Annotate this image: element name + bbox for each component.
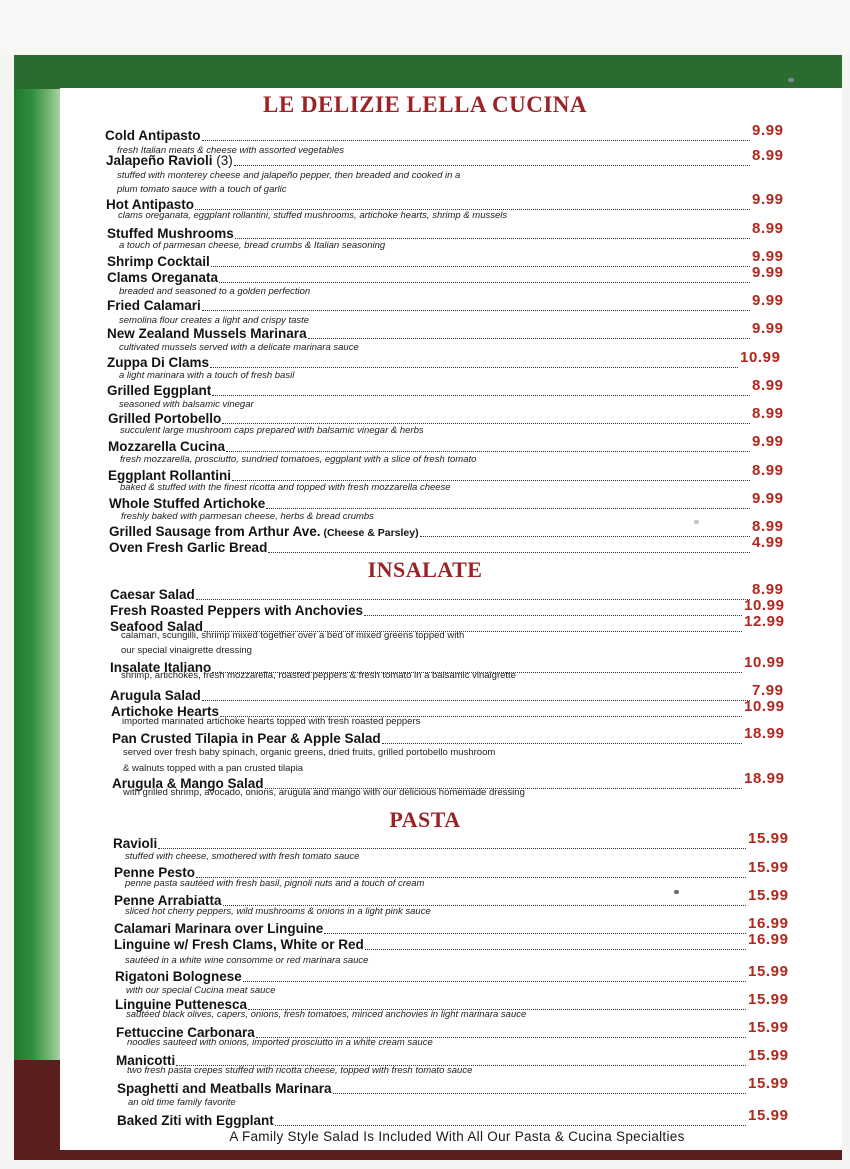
menu-item-name-text: Arugula & Mango Salad	[112, 776, 264, 791]
menu-item-name-text: Ravioli	[113, 836, 158, 851]
menu-item-name-text: Clams Oreganata	[107, 270, 219, 285]
menu-item-description: a light marinara with a touch of fresh basil	[119, 370, 295, 381]
menu-item-price: 9.99	[752, 122, 784, 139]
menu-item-description: a touch of parmesan cheese, bread crumbs & Italian seasoning	[119, 240, 386, 251]
menu-item-name-text: Zuppa Di Clams	[107, 355, 210, 370]
menu-item-name	[113, 836, 157, 851]
menu-item-name-text: Linguine w/ Fresh Clams, White or Red	[114, 937, 364, 952]
menu-item-name-text: Whole Stuffed Artichoke	[109, 496, 266, 511]
menu-item-name-text: Grilled Sausage from Arthur Ave.	[109, 524, 321, 539]
scan-speck	[674, 890, 679, 894]
menu-item-name	[117, 1113, 274, 1128]
menu-item-name-text: Fresh Roasted Peppers with Anchovies	[110, 603, 364, 618]
menu-item-description: two fresh pasta crepes stuffed with ricotta cheese, topped with fresh tomato sauce	[127, 1065, 473, 1076]
leader-dots	[268, 552, 750, 553]
menu-item-price: 15.99	[748, 859, 789, 876]
leader-dots	[275, 1125, 746, 1126]
section-heading: INSALATE	[367, 557, 483, 582]
menu-item-price: 18.99	[744, 770, 785, 787]
menu-item-name-text: Caesar Salad	[110, 587, 195, 602]
menu-item-description: freshly baked with parmesan cheese, herbs & bread crumbs	[121, 511, 374, 522]
menu-item-price: 9.99	[752, 433, 784, 450]
menu-item	[109, 534, 850, 558]
menu-item-description: breaded and seasoned to a golden perfection	[119, 286, 311, 297]
menu-item-name	[110, 603, 363, 618]
leader-dots	[308, 338, 750, 339]
menu-item-description: sautéed black olives, capers, onions, fresh tomatoes, minced anchovies in light marinara sauce	[126, 1009, 527, 1020]
leader-dots	[202, 140, 751, 141]
menu-item-description: our special vinaigrette dressing	[121, 645, 252, 656]
menu-item-name	[108, 439, 225, 454]
menu-item-price: 15.99	[748, 887, 789, 904]
menu-item-name-text: Eggplant Rollantini	[108, 468, 231, 483]
leader-dots	[158, 848, 746, 849]
menu-item-name-text: Shrimp Cocktail	[107, 254, 210, 269]
menu-item-description: shrimp, artichokes, fresh mozzarella, roasted peppers & fresh tomato in a balsamic vinaigrette	[121, 670, 516, 681]
menu-item-name	[107, 355, 209, 370]
menu-item-name-text: Cold Antipasto	[105, 128, 201, 143]
menu-item-name	[106, 153, 233, 168]
menu-item-name-text: Fried Calamari	[107, 298, 201, 313]
leader-dots	[235, 238, 750, 239]
menu-item-name-text: New Zealand Mussels Marinara	[107, 326, 307, 341]
menu-item-description: plum tomato sauce with a touch of garlic	[117, 184, 287, 195]
leader-dots	[232, 480, 750, 481]
menu-item-description: stuffed with monterey cheese and jalapeño pepper, then breaded and cooked in a	[117, 170, 461, 181]
menu-item-price: 9.99	[752, 292, 784, 309]
leader-dots	[266, 508, 750, 509]
menu-item-description: cultivated mussels served with a delicate marinara sauce	[119, 342, 359, 353]
menu-item-name-text: Manicotti	[116, 1053, 176, 1068]
menu-item-price: 8.99	[752, 377, 784, 394]
leader-dots	[333, 1093, 746, 1094]
menu-item-price: 7.99	[752, 682, 784, 699]
menu-item-price: 15.99	[748, 991, 789, 1008]
menu-item-description: with grilled shrimp, avocado, onions, arugula and mango with our delicious homemade dressing	[123, 787, 525, 798]
menu-item-name	[109, 540, 267, 555]
menu-item-name-text: Baked Ziti with Eggplant	[117, 1113, 274, 1128]
menu-item-price: 10.99	[740, 349, 781, 366]
menu-item-name-text: Oven Fresh Garlic Bread	[109, 540, 268, 555]
menu-item-price: 15.99	[748, 1047, 789, 1064]
leader-dots	[222, 423, 750, 424]
menu-item-name-text: Artichoke Hearts	[111, 704, 220, 719]
leader-dots	[202, 310, 750, 311]
menu-item-name	[107, 326, 307, 341]
menu-item-name	[107, 254, 210, 269]
menu-item-name-text: Spaghetti and Meatballs Marinara	[117, 1081, 332, 1096]
page-top-margin	[0, 0, 850, 55]
menu-item-name	[110, 587, 195, 602]
menu-item-name	[107, 226, 234, 241]
menu-item-name-text: Penne Arrabiatta	[114, 893, 222, 908]
leader-dots	[324, 933, 746, 934]
menu-item-name-text: Seafood Salad	[110, 619, 204, 634]
menu-item-price: 15.99	[748, 1075, 789, 1092]
menu-item-price: 4.99	[752, 534, 784, 551]
menu-item-name-text: Fettuccine Carbonara	[116, 1025, 255, 1040]
menu-item-name-text: Linguine Puttenesca	[115, 997, 248, 1012]
menu-item-price: 8.99	[752, 220, 784, 237]
leader-dots	[196, 599, 750, 600]
menu-item-description: succulent large mushroom caps prepared with balsamic vinegar & herbs	[120, 425, 424, 436]
leader-dots	[211, 266, 750, 267]
menu-item-name-text: Grilled Eggplant	[107, 383, 212, 398]
leader-dots	[420, 536, 750, 537]
menu-item-price: 16.99	[748, 931, 789, 948]
leader-dots	[219, 282, 750, 283]
menu-item-name	[114, 937, 364, 952]
leader-dots	[202, 700, 750, 701]
menu-item-name-text: Jalapeño Ravioli	[106, 153, 213, 168]
menu-item-name-text: Grilled Portobello	[108, 411, 222, 426]
menu-item-name	[109, 524, 419, 539]
footer-note: A Family Style Salad Is Included With All Our Pasta & Cucina Specialties	[229, 1129, 685, 1144]
menu-item-price: 10.99	[744, 698, 785, 715]
section-heading: PASTA	[389, 807, 461, 832]
menu-item-price: 9.99	[752, 264, 784, 281]
menu-item-description: served over fresh baby spinach, organic greens, dried fruits, grilled portobello mushroom	[123, 747, 496, 758]
menu-item-name-text: Rigatoni Bolognese	[115, 969, 242, 984]
menu-item-name-text: Mozzarella Cucina	[108, 439, 226, 454]
leader-dots	[210, 367, 738, 368]
menu-item-price: 8.99	[752, 405, 784, 422]
menu-item-name	[108, 411, 221, 426]
menu-item-price: 8.99	[752, 147, 784, 164]
menu-item-description: sautéed in a white wine consomme or red marinara sauce	[125, 955, 369, 966]
menu-item-description: penne pasta sautéed with fresh basil, pignoli nuts and a touch of cream	[125, 878, 425, 889]
menu-item-name-text: Pan Crusted Tilapia in Pear & Apple Salad	[112, 731, 381, 746]
menu-item-name	[107, 270, 218, 285]
leader-dots	[365, 949, 746, 950]
menu-item-name-note: (Cheese & Parsley)	[320, 527, 419, 539]
menu-item-name-note: (3)	[212, 153, 233, 168]
menu-item-description: calamari, scungilli, shrimp mixed together over a bed of mixed greens topped with	[121, 630, 465, 641]
menu-item-description: fresh Italian meats & cheese with assorted vegetables	[117, 145, 345, 156]
menu-item-description: an old time family favorite	[128, 1097, 236, 1108]
menu-item-name-text: Insalate Italiano	[110, 660, 212, 675]
menu-item	[107, 292, 850, 316]
menu-item	[114, 931, 850, 955]
menu-item-description: stuffed with cheese, smothered with fresh tomato sauce	[125, 851, 360, 862]
menu-item-price: 15.99	[748, 963, 789, 980]
menu-item-price: 8.99	[752, 518, 784, 535]
menu-item-description: noodles sauteed with onions, imported prosciutto in a white cream sauce	[127, 1037, 433, 1048]
menu-item-name	[107, 298, 201, 313]
menu-item-price: 9.99	[752, 248, 784, 265]
menu-item-description: & walnuts topped with a pan crusted tilapia	[123, 763, 304, 774]
menu-item-description: sliced hot cherry peppers, wild mushrooms & onions in a light pink sauce	[125, 906, 431, 917]
menu-item-name	[108, 468, 231, 483]
menu-item-description: clams oreganata, eggplant rollantini, stuffed mushrooms, artichoke hearts, shrimp & mussels	[118, 210, 508, 221]
menu-item-price: 9.99	[752, 320, 784, 337]
scan-speck	[694, 520, 699, 524]
menu-item-name-text: Calamari Marinara over Linguine	[114, 921, 324, 936]
menu-item-name	[109, 496, 265, 511]
menu-item-name-text: Hot Antipasto	[106, 197, 194, 212]
menu-item-name	[110, 688, 201, 703]
menu-item-description: semolina flour creates a light and crispy taste	[119, 315, 310, 326]
menu-item-description: with our special Cucina meat sauce	[126, 985, 276, 996]
leader-dots	[243, 981, 746, 982]
menu-item-price: 15.99	[748, 1019, 789, 1036]
menu-item-price: 9.99	[752, 191, 784, 208]
menu-item-description: fresh mozzarella, prosciutto, sundried tomatoes, eggplant with a slice of fresh tomato	[120, 454, 477, 465]
menu-item-description: imported marinated artichoke hearts topped with fresh roasted peppers	[122, 716, 421, 727]
scan-speck	[788, 78, 794, 82]
leader-dots	[364, 615, 742, 616]
menu-item-description: seasoned with balsamic vinegar	[119, 399, 254, 410]
menu-item-price: 10.99	[744, 597, 785, 614]
menu-item-price: 8.99	[752, 462, 784, 479]
menu-item-name-text: Arugula Salad	[110, 688, 201, 703]
menu-item-price: 12.99	[744, 613, 785, 630]
menu-item-name-text: Stuffed Mushrooms	[107, 226, 234, 241]
menu-item-name	[115, 969, 242, 984]
menu-item-name	[105, 128, 201, 143]
menu-item-name	[117, 1081, 332, 1096]
menu-item-price: 10.99	[744, 654, 785, 671]
menu-item-price: 8.99	[752, 581, 784, 598]
menu-item-name-text: Penne Pesto	[114, 865, 196, 880]
menu-item	[105, 122, 850, 146]
menu-item-price: 9.99	[752, 490, 784, 507]
menu-item-name	[112, 731, 381, 746]
menu-item-name	[114, 921, 323, 936]
leader-dots	[212, 395, 750, 396]
leader-dots	[234, 165, 750, 166]
menu-item-description: baked & stuffed with the finest ricotta and topped with fresh mozzarella cheese	[120, 482, 451, 493]
leader-dots	[382, 743, 742, 744]
leader-dots	[226, 451, 750, 452]
menu-item-price: 18.99	[744, 725, 785, 742]
menu-item-price: 15.99	[748, 1107, 789, 1124]
menu-item-price: 15.99	[748, 830, 789, 847]
section-heading: LE DELIZIE LELLA CUCINA	[262, 92, 587, 117]
menu-item-price: 16.99	[748, 915, 789, 932]
menu-item-name	[107, 383, 211, 398]
